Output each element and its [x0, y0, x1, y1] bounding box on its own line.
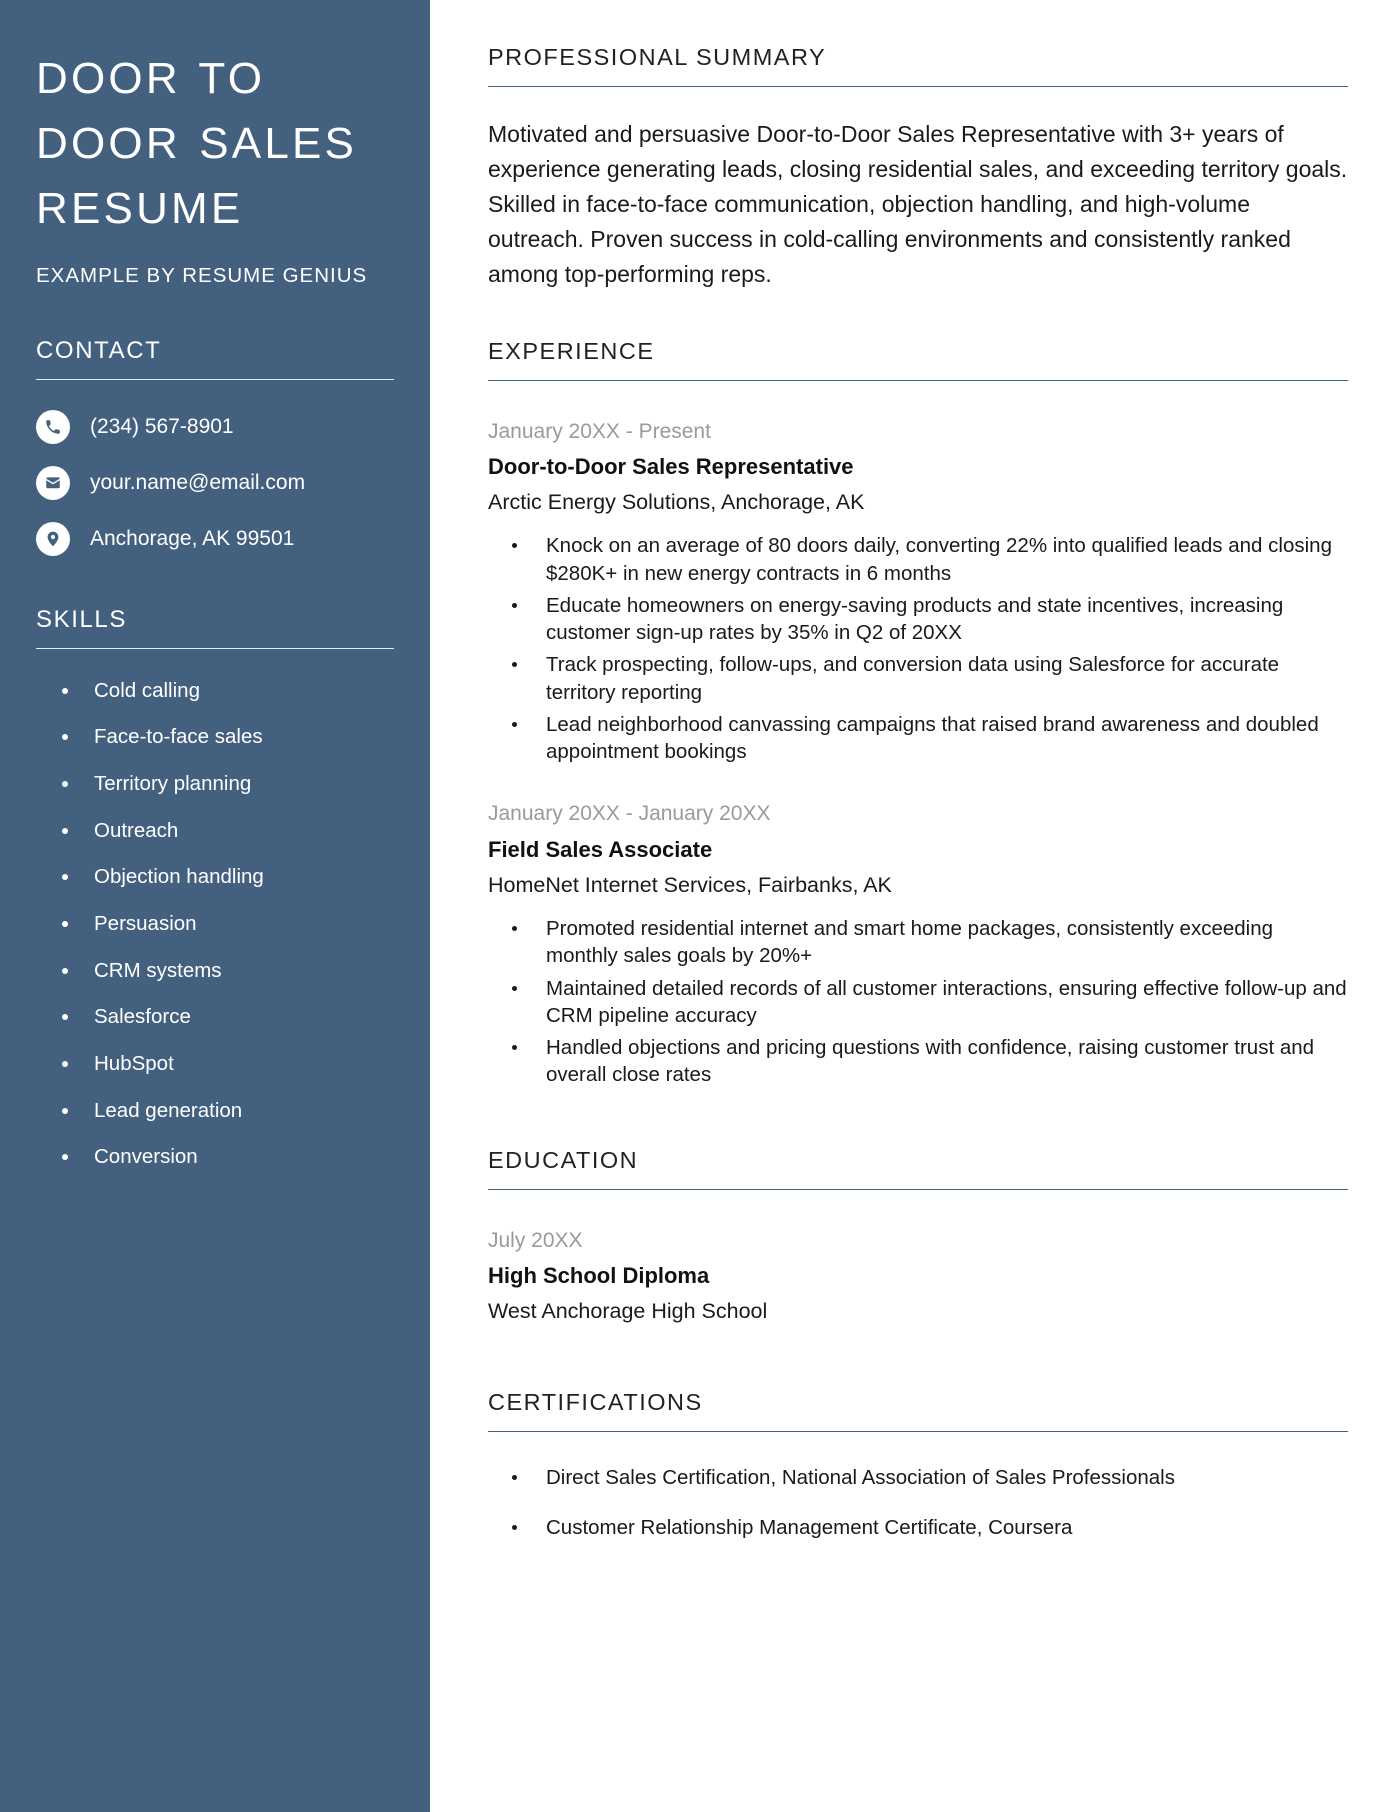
list-item: CRM systems	[36, 957, 394, 985]
entry-bullets	[488, 915, 1348, 1089]
list-item: Conversion	[36, 1143, 394, 1171]
experience-heading: EXPERIENCE	[488, 337, 655, 364]
summary-section	[488, 44, 1348, 292]
entry-date: January 20XX - January 20XX	[488, 802, 771, 826]
list-item: Persuasion	[36, 910, 394, 938]
contact-divider	[36, 379, 394, 380]
contact-list	[36, 410, 394, 556]
location-pin-icon	[36, 522, 70, 556]
certifications-heading: CERTIFICATIONS	[488, 1389, 703, 1416]
certifications-section	[488, 1389, 1348, 1541]
list-item: HubSpot	[36, 1050, 394, 1078]
entry-organization: Arctic Energy Solutions, Anchorage, AK	[488, 490, 865, 515]
certifications-divider	[488, 1431, 1348, 1432]
list-item: Cold calling	[36, 677, 394, 705]
summary-heading: PROFESSIONAL SUMMARY	[488, 44, 827, 70]
entry-date: January 20XX - Present	[488, 419, 711, 443]
list-item: Face-to-face sales	[36, 723, 394, 751]
list-item: Maintained detailed records of all customer interactions, ensuring effective follow-up and CRM pipeline accuracy	[488, 975, 1348, 1030]
list-item: Salesforce	[36, 1003, 394, 1031]
envelope-icon	[36, 466, 70, 500]
entry-degree: High School Diploma	[488, 1263, 710, 1289]
entry-school: West Anchorage High School	[488, 1299, 768, 1324]
entry-role: Door-to-Door Sales Representative	[488, 454, 854, 480]
byline: EXAMPLE BY RESUME GENIUS	[36, 264, 368, 288]
contact-value-location: Anchorage, AK 99501	[90, 526, 295, 550]
list-item: Knock on an average of 80 doors daily, converting 22% into qualified leads and closing $280K+ in new energy contracts in 6 months	[488, 532, 1348, 587]
list-item: Territory planning	[36, 770, 394, 798]
skills-heading: SKILLS	[36, 605, 127, 633]
list-item: Handled objections and pricing questions with confidence, raising customer trust and overall close rates	[488, 1034, 1348, 1089]
contact-item-email[interactable]	[36, 466, 394, 500]
contact-value-email: your.name@email.com	[90, 470, 306, 494]
skills-section	[36, 606, 394, 1171]
list-item: Promoted residential internet and smart home packages, consistently exceeding monthly sales goals by 20%+	[488, 915, 1348, 970]
education-divider	[488, 1189, 1348, 1190]
contact-section	[36, 337, 394, 556]
page-title: DOOR TO DOOR SALES RESUME	[36, 54, 358, 234]
contact-value-phone: (234) 567-8901	[90, 414, 234, 438]
list-item: Lead generation	[36, 1097, 394, 1125]
phone-icon	[36, 410, 70, 444]
list-item: Outreach	[36, 817, 394, 845]
sidebar	[0, 0, 430, 1812]
education-section	[488, 1147, 1348, 1328]
summary-divider	[488, 86, 1348, 87]
experience-entry	[488, 417, 1348, 766]
summary-text: Motivated and persuasive Door-to-Door Sales Representative with 3+ years of experience generating leads, closing residential sales, and exceeding territory goals. Skilled in face-to-face communication, objection handling, and high-volume outreach. Proven success in cold-calling environments and consistently ranked among top-performing reps.	[488, 121, 1348, 287]
skills-list	[36, 677, 394, 1171]
contact-heading: CONTACT	[36, 336, 162, 364]
list-item: Lead neighborhood canvassing campaigns that raised brand awareness and doubled appointment bookings	[488, 711, 1348, 766]
contact-item-location[interactable]	[36, 522, 394, 556]
list-item: Customer Relationship Management Certificate, Coursera	[488, 1514, 1348, 1542]
education-heading: EDUCATION	[488, 1146, 639, 1173]
certifications-list	[488, 1464, 1348, 1541]
list-item: Educate homeowners on energy-saving products and state incentives, increasing customer sign-up rates by 35% in Q2 of 20XX	[488, 592, 1348, 647]
entry-date: July 20XX	[488, 1228, 583, 1252]
contact-item-phone[interactable]	[36, 410, 394, 444]
list-item: Track prospecting, follow-ups, and conversion data using Salesforce for accurate territory reporting	[488, 651, 1348, 706]
experience-divider	[488, 380, 1348, 381]
entry-role: Field Sales Associate	[488, 836, 713, 862]
experience-section	[488, 338, 1348, 1089]
entry-organization: HomeNet Internet Services, Fairbanks, AK	[488, 872, 892, 897]
list-item: Direct Sales Certification, National Association of Sales Professionals	[488, 1464, 1348, 1492]
list-item: Objection handling	[36, 863, 394, 891]
entry-bullets	[488, 532, 1348, 765]
experience-entry	[488, 799, 1348, 1088]
education-entry	[488, 1226, 1348, 1328]
main-content	[430, 0, 1400, 1812]
skills-divider	[36, 648, 394, 649]
